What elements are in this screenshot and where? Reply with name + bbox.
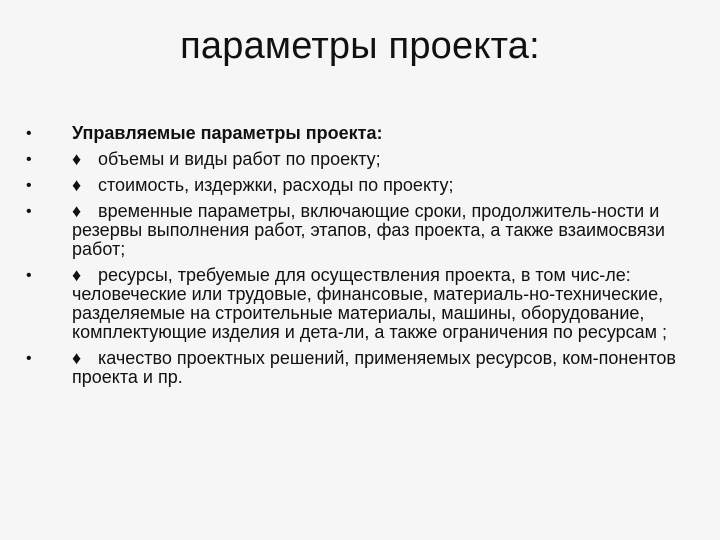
list-item (26, 202, 706, 259)
list-item-heading (26, 124, 706, 143)
list-heading: Управляемые параметры проекта: (72, 123, 383, 143)
diamond-icon: ♦ (72, 149, 82, 169)
list-item (26, 266, 706, 342)
bullet-icon: • (26, 125, 32, 142)
bullet-icon: • (26, 267, 32, 284)
slide-title: параметры проекта: (180, 25, 540, 67)
list-item (26, 176, 706, 195)
diamond-icon: ♦ (72, 348, 82, 368)
list-item-text: объемы и виды работ по проекту; (98, 149, 381, 169)
list-item-text: стоимость, издержки, расходы по проекту; (98, 175, 454, 195)
list-item-text: временные параметры, включающие сроки, продолжитель-ности и резервы выполнения работ, этапов, фаз проекта, а также взаимосвязи работ; (72, 201, 665, 259)
diamond-icon: ♦ (72, 201, 82, 221)
bullet-icon: • (26, 177, 32, 194)
list-item-text: качество проектных решений, применяемых ресурсов, ком-понентов проекта и пр. (72, 348, 676, 387)
diamond-icon: ♦ (72, 265, 82, 285)
list-item-text: ресурсы, требуемые для осуществления проекта, в том чис-ле: человеческие или трудовые, финансовые, материаль-но-технические, разделяемые на строительные материалы, машины, оборудование, комплектующие изделия и дета-ли, а также ограничения по ресурсам ; (72, 265, 668, 342)
list-item (26, 150, 706, 169)
bullet-icon: • (26, 203, 32, 220)
bullet-icon: • (26, 151, 32, 168)
list-item (26, 349, 706, 387)
bullet-list (26, 124, 706, 394)
bullet-icon: • (26, 350, 32, 367)
diamond-icon: ♦ (72, 175, 82, 195)
